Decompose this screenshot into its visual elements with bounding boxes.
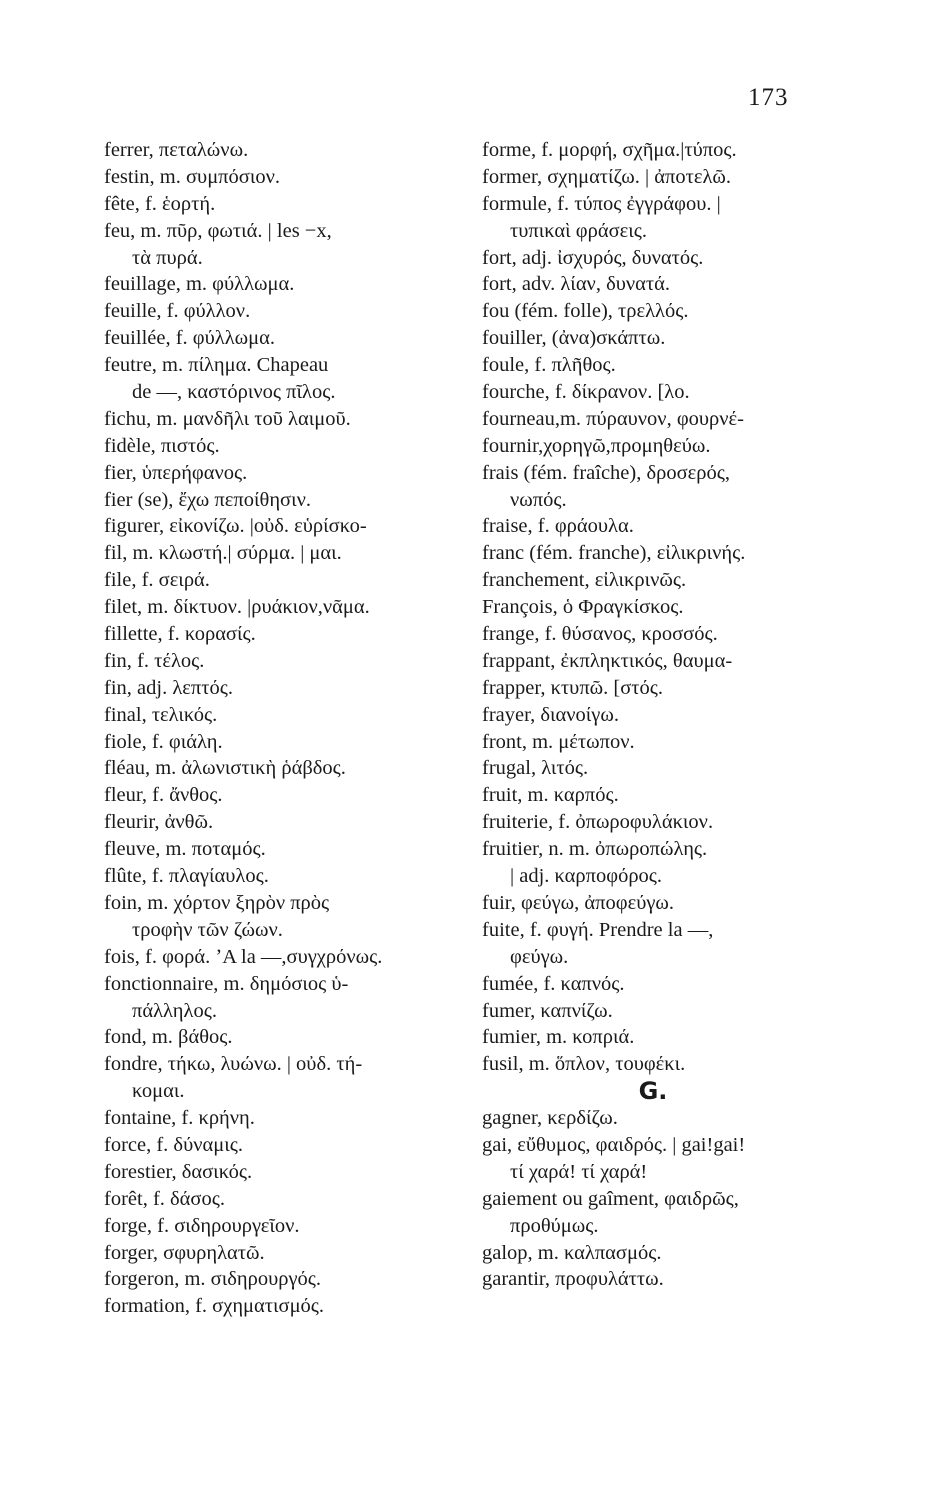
dictionary-entry: frappant, ἐκπληκτικός, θαυμα- bbox=[482, 649, 733, 672]
dictionary-entry: fillette, f. κορασίς. bbox=[104, 623, 256, 646]
dictionary-entry: fléau, m. ἀλωνιστικὴ ῥάβδος. bbox=[104, 757, 346, 780]
dictionary-entry-continuation: τὰ πυρά. bbox=[132, 246, 203, 269]
dictionary-entry: fumier, m. κοπριά. bbox=[482, 1026, 635, 1049]
dictionary-entry: fort, adj. ἰσχυρός, δυνατός. bbox=[482, 246, 704, 269]
dictionary-entry: figurer, εἰκονίζω. |οὐδ. εὑρίσκο- bbox=[104, 515, 367, 538]
dictionary-entry: flûte, f. πλαγίαυλος. bbox=[104, 865, 269, 888]
dictionary-entry: force, f. δύναμις. bbox=[104, 1133, 243, 1156]
dictionary-entry: frapper, κτυπῶ. [στός. bbox=[482, 676, 664, 699]
dictionary-entry: front, m. μέτωπον. bbox=[482, 730, 635, 753]
left-column bbox=[104, 137, 464, 1320]
dictionary-entry: frange, f. θύσανος, κροσσός. bbox=[482, 623, 718, 646]
dictionary-entry: feu, m. πῦρ, φωτιά. | les −x, bbox=[104, 219, 332, 242]
dictionary-entry: forger, σφυρηλατῶ. bbox=[104, 1241, 265, 1264]
dictionary-entry: feutre, m. πίλημα. Chapeau bbox=[104, 354, 329, 377]
dictionary-entry: fonctionnaire, m. δημόσιος ὑ- bbox=[104, 972, 349, 995]
dictionary-entry: gaiement ou gaîment, φαιδρῶς, bbox=[482, 1187, 739, 1210]
dictionary-entry: fouiller, (ἀνα)σκάπτω. bbox=[482, 327, 666, 350]
dictionary-entry: fond, m. βάθος. bbox=[104, 1026, 233, 1049]
dictionary-entry: fil, m. κλωστή.| σύρμα. | μαι. bbox=[104, 542, 342, 565]
dictionary-entry: fidèle, πιστός. bbox=[104, 434, 220, 457]
dictionary-entry: filet, m. δίκτυον. |ρυάκιον,νᾶμα. bbox=[104, 596, 370, 619]
dictionary-entry-continuation: τροφὴν τῶν ζώων. bbox=[132, 918, 283, 941]
dictionary-entry: fuite, f. φυγή. Prendre la —, bbox=[482, 918, 714, 941]
dictionary-entry: fruitier, n. m. ὀπωροπώλης. bbox=[482, 838, 708, 861]
dictionary-entry: fin, f. τέλος. bbox=[104, 649, 205, 672]
dictionary-entry: fier, ὑπερήφανος. bbox=[104, 461, 248, 484]
dictionary-entry: formule, f. τύπος ἐγγράφου. | bbox=[482, 192, 721, 215]
dictionary-entry-continuation: κομαι. bbox=[132, 1080, 185, 1103]
dictionary-entry: fusil, m. ὅπλον, τουφέκι. bbox=[482, 1053, 686, 1076]
dictionary-entry: fraise, f. φράουλα. bbox=[482, 515, 634, 538]
dictionary-entry: garantir, προφυλάττω. bbox=[482, 1268, 664, 1291]
dictionary-entry: former, σχηματίζω. | ἀποτελῶ. bbox=[482, 165, 732, 188]
dictionary-entry: festin, m. συμπόσιον. bbox=[104, 165, 280, 188]
dictionary-entry: forêt, f. δάσος. bbox=[104, 1187, 225, 1210]
dictionary-entry: feuillage, m. φύλλωμα. bbox=[104, 273, 295, 296]
dictionary-entry: François, ὁ Φραγκίσκος. bbox=[482, 596, 684, 619]
dictionary-entry: frais (fém. fraîche), δροσερός, bbox=[482, 461, 730, 484]
dictionary-entry-continuation: φεύγω. bbox=[510, 945, 569, 968]
right-column bbox=[482, 137, 844, 1293]
dictionary-entry: foule, f. πλῆθος. bbox=[482, 354, 616, 377]
dictionary-entry: gagner, κερδίζω. bbox=[482, 1107, 618, 1130]
dictionary-entry-continuation: τί χαρά! τί χαρά! bbox=[510, 1160, 648, 1183]
dictionary-entry: fournir,χορηγῶ,προμηθεύω. bbox=[482, 434, 711, 457]
dictionary-entry: file, f. σειρά. bbox=[104, 569, 210, 592]
dictionary-entry: fumer, καπνίζω. bbox=[482, 999, 613, 1022]
dictionary-entry: fourneau,m. πύραυνον, φουρνέ- bbox=[482, 407, 744, 430]
dictionary-entry: forge, f. σιδηρουργεῖον. bbox=[104, 1214, 300, 1237]
dictionary-entry: forgeron, m. σιδηρουργός. bbox=[104, 1268, 322, 1291]
dictionary-entry-continuation: τυπικαὶ φράσεις. bbox=[510, 219, 648, 242]
dictionary-entry: franchement, εἰλικρινῶς. bbox=[482, 569, 687, 592]
dictionary-entry: final, τελικός. bbox=[104, 703, 218, 726]
dictionary-entry: fruit, m. καρπός. bbox=[482, 784, 619, 807]
dictionary-entry: formation, f. σχηματισμός. bbox=[104, 1295, 325, 1318]
dictionary-entry: fort, adv. λίαν, δυνατά. bbox=[482, 273, 671, 296]
dictionary-entry-continuation: | adj. καρποφόρος. bbox=[510, 865, 663, 888]
dictionary-entry: forme, f. μορφή, σχῆμα.|τύπος. bbox=[482, 139, 737, 161]
page-number: 173 bbox=[748, 84, 789, 111]
dictionary-entry: fontaine, f. κρήνη. bbox=[104, 1107, 255, 1130]
dictionary-entry: fumée, f. καπνός. bbox=[482, 972, 625, 995]
dictionary-entry: forestier, δασικός. bbox=[104, 1160, 253, 1183]
dictionary-entry: fichu, m. μανδῆλι τοῦ λαιμοῦ. bbox=[104, 407, 351, 430]
dictionary-entry: frayer, διανοίγω. bbox=[482, 703, 619, 726]
dictionary-entry-continuation: προθύμως. bbox=[510, 1214, 599, 1237]
dictionary-entry: foin, m. χόρτον ξηρὸν πρὸς bbox=[104, 891, 330, 914]
dictionary-entry: ferrer, πεταλώνω. bbox=[104, 139, 249, 161]
dictionary-entry: fin, adj. λεπτός. bbox=[104, 676, 233, 699]
dictionary-entry: fruiterie, f. ὀπωροφυλάκιον. bbox=[482, 811, 714, 834]
dictionary-entry: fête, f. ἑορτή. bbox=[104, 192, 216, 215]
dictionary-entry: fou (fém. folle), τρελλός. bbox=[482, 300, 689, 323]
section-heading-letter: G. bbox=[638, 1077, 668, 1106]
dictionary-entry: fier (se), ἔχω πεποίθησιν. bbox=[104, 488, 312, 511]
dictionary-entry: gai, εὔθυμος, φαιδρός. | gai!gai! bbox=[482, 1133, 746, 1156]
dictionary-entry: fleuve, m. ποταμός. bbox=[104, 838, 266, 861]
dictionary-entry: fuir, φεύγω, ἀποφεύγω. bbox=[482, 891, 675, 914]
dictionary-entry: feuillée, f. φύλλωμα. bbox=[104, 327, 275, 350]
dictionary-entry-continuation: de —, καστόρινος πῖλος. bbox=[132, 381, 336, 404]
dictionary-entry: frugal, λιτός. bbox=[482, 757, 589, 780]
dictionary-entry-continuation: νωπός. bbox=[510, 488, 567, 511]
dictionary-entry: fleur, f. ἄνθος. bbox=[104, 784, 223, 807]
dictionary-entry: fourche, f. δίκρανον. [λο. bbox=[482, 381, 690, 404]
dictionary-entry: franc (fém. franche), εἰλικρινής. bbox=[482, 542, 746, 565]
dictionary-entry: fleurir, ἀνθῶ. bbox=[104, 811, 214, 834]
dictionary-entry: galop, m. καλπασμός. bbox=[482, 1241, 662, 1264]
dictionary-entry: feuille, f. φύλλον. bbox=[104, 300, 251, 323]
dictionary-entry: fiole, f. φιάλη. bbox=[104, 730, 223, 753]
dictionary-entry: fondre, τήκω, λυώνω. | οὐδ. τή- bbox=[104, 1053, 363, 1076]
dictionary-entry-continuation: πάλληλος. bbox=[132, 999, 217, 1022]
dictionary-entry: fois, f. φορά. ʼA la —,συγχρόνως. bbox=[104, 945, 383, 968]
